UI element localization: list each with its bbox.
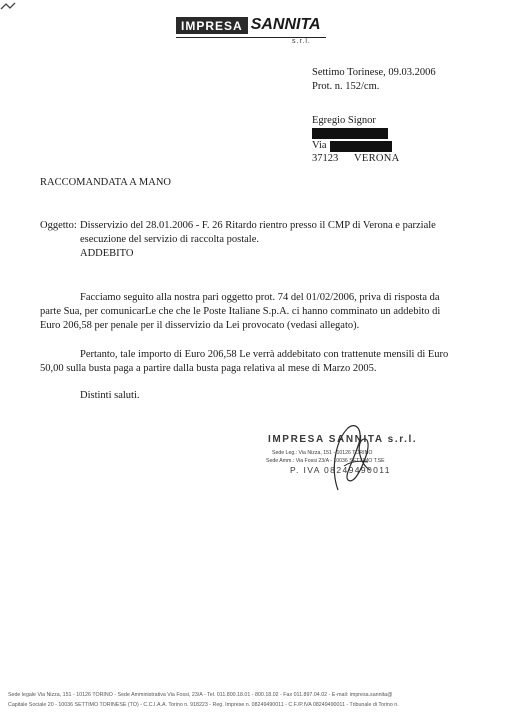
subject-line-2: esecuzione del servizio di raccolta postale.	[80, 234, 260, 245]
company-logo	[176, 16, 321, 36]
handwritten-signature	[318, 418, 382, 492]
paragraph-2-line-2: 50,00 sulla busta paga a partire dalla busta paga relativa al mese di Marzo 2005.	[40, 363, 377, 374]
stamp-piva: P. IVA 08249490011	[290, 465, 391, 475]
paragraph-1-line-3: Euro 206,58 per penale per il disservizio da Lei provocato (vedasi allegato).	[40, 320, 360, 331]
redacted-recipient-street	[330, 141, 392, 152]
recipient-street-prefix: Via	[312, 140, 327, 151]
stamp-sede-amministrativa: Sede Amm.: Via Fossi 23/A - 10036 SETTIMO T.SE	[266, 458, 385, 464]
redacted-recipient-name	[312, 128, 388, 139]
subject-line-3: ADDEBITO	[80, 248, 134, 259]
logo-brand-part2: SANNITA	[250, 16, 321, 34]
footer-line-1: Sede legale Via Nizza, 151 - 10126 TORINO - Sede Amministrativa Via Fossi, 23/A - Tel. 011.800.18.01 - 800.18.02 - Fax 011.897.04.02 - E-mail: impresa.sannita@	[8, 692, 393, 698]
page-edge-mark	[0, 0, 20, 14]
recipient-postcode: 37123	[312, 153, 339, 164]
paragraph-1-line-2: parte Sua, per comunicarLe che che le Poste Italiane S.p.A. ci hanno comminato un addebito di	[40, 306, 441, 317]
logo-suffix: s.r.l.	[292, 38, 311, 45]
closing-salutation: Distinti saluti.	[80, 390, 140, 401]
paragraph-1-line-1: Facciamo seguito alla nostra pari oggetto prot. 74 del 01/02/2006, priva di risposta da	[80, 292, 440, 303]
delivery-note: RACCOMANDATA A MANO	[40, 177, 172, 188]
recipient-city: VERONA	[354, 153, 400, 164]
page-footer	[0, 688, 510, 718]
paragraph-2-line-1: Pertanto, tale importo di Euro 206,58 Le verrà addebitato con trattenute mensili di Euro	[80, 349, 449, 360]
place-date: Settimo Torinese, 09.03.2006	[312, 67, 436, 78]
footer-line-2: Capitale Sociale 20 - 10036 SETTIMO TORINESE (TO) - C.C.I.A.A. Torino n. 918223 - Reg. Imprese n. 08249490011 - C.F./P.IVA 08249490011 - Tribunale di Torino n.	[8, 702, 399, 708]
subject-label: Oggetto:	[40, 220, 77, 231]
subject-line-1: Disservizio del 28.01.2006 - F. 26 Ritardo rientro presso il CMP di Verona e parziale	[80, 220, 436, 231]
protocol-number: Prot. n. 152/cm.	[312, 81, 380, 92]
logo-brand-part1: IMPRESA	[176, 17, 248, 34]
company-stamp	[262, 428, 502, 490]
stamp-sede-legale: Sede Leg.: Via Nizza, 151 - 10126 TORINO	[272, 450, 373, 456]
stamp-company: IMPRESA SANNITA s.r.l.	[268, 434, 418, 445]
recipient-salutation: Egregio Signor	[312, 115, 376, 126]
